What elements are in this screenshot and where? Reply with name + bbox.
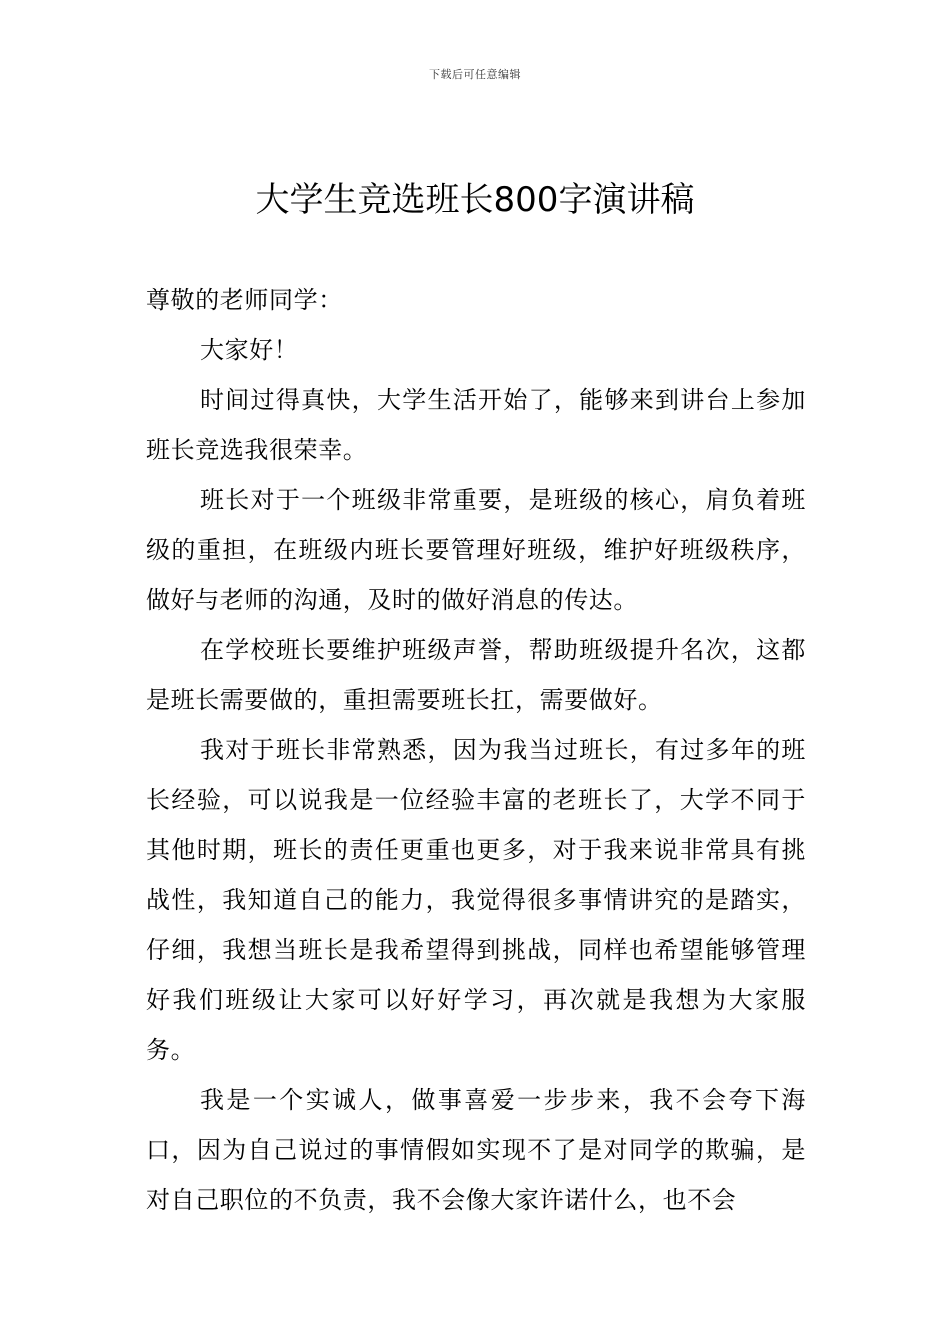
salutation: 尊敬的老师同学： [146,286,343,314]
document-title: 大学生竞选班长800字演讲稿 [255,180,695,220]
paragraph: 班长对于一个班级非常重要，是班级的核心，肩负着班级的重担，在班级内班长要管理好班级，维护好班级秩序，做好与老师的沟通，及时的做好消息的传达。 [146,486,806,614]
paragraph: 时间过得真快，大学生活开始了，能够来到讲台上参加班长竞选我很荣幸。 [146,386,806,464]
paragraph: 在学校班长要维护班级声誉，帮助班级提升名次，这都是班长需要做的，重担需要班长扛，需要做好。 [146,636,806,714]
paragraph-greeting: 大家好！ [200,336,299,364]
document-body [146,275,806,1225]
paragraph: 我对于班长非常熟悉，因为我当过班长，有过多年的班长经验，可以说我是一位经验丰富的老班长了，大学不同于其他时期，班长的责任更重也更多，对于我来说非常具有挑战性，我知道自己的能力，我觉得很多事情讲究的是踏实，仔细，我想当班长是我希望得到挑战，同样也希望能够管理好我们班级让大家可以好好学习，再次就是我想为大家服务。 [146,736,806,1064]
header-note: 下载后可任意编辑 [429,68,521,81]
paragraph: 我是一个实诚人，做事喜爱一步步来，我不会夸下海口，因为自己说过的事情假如实现不了是对同学的欺骗，是对自己职位的不负责，我不会像大家许诺什么，也不会 [146,1086,806,1214]
